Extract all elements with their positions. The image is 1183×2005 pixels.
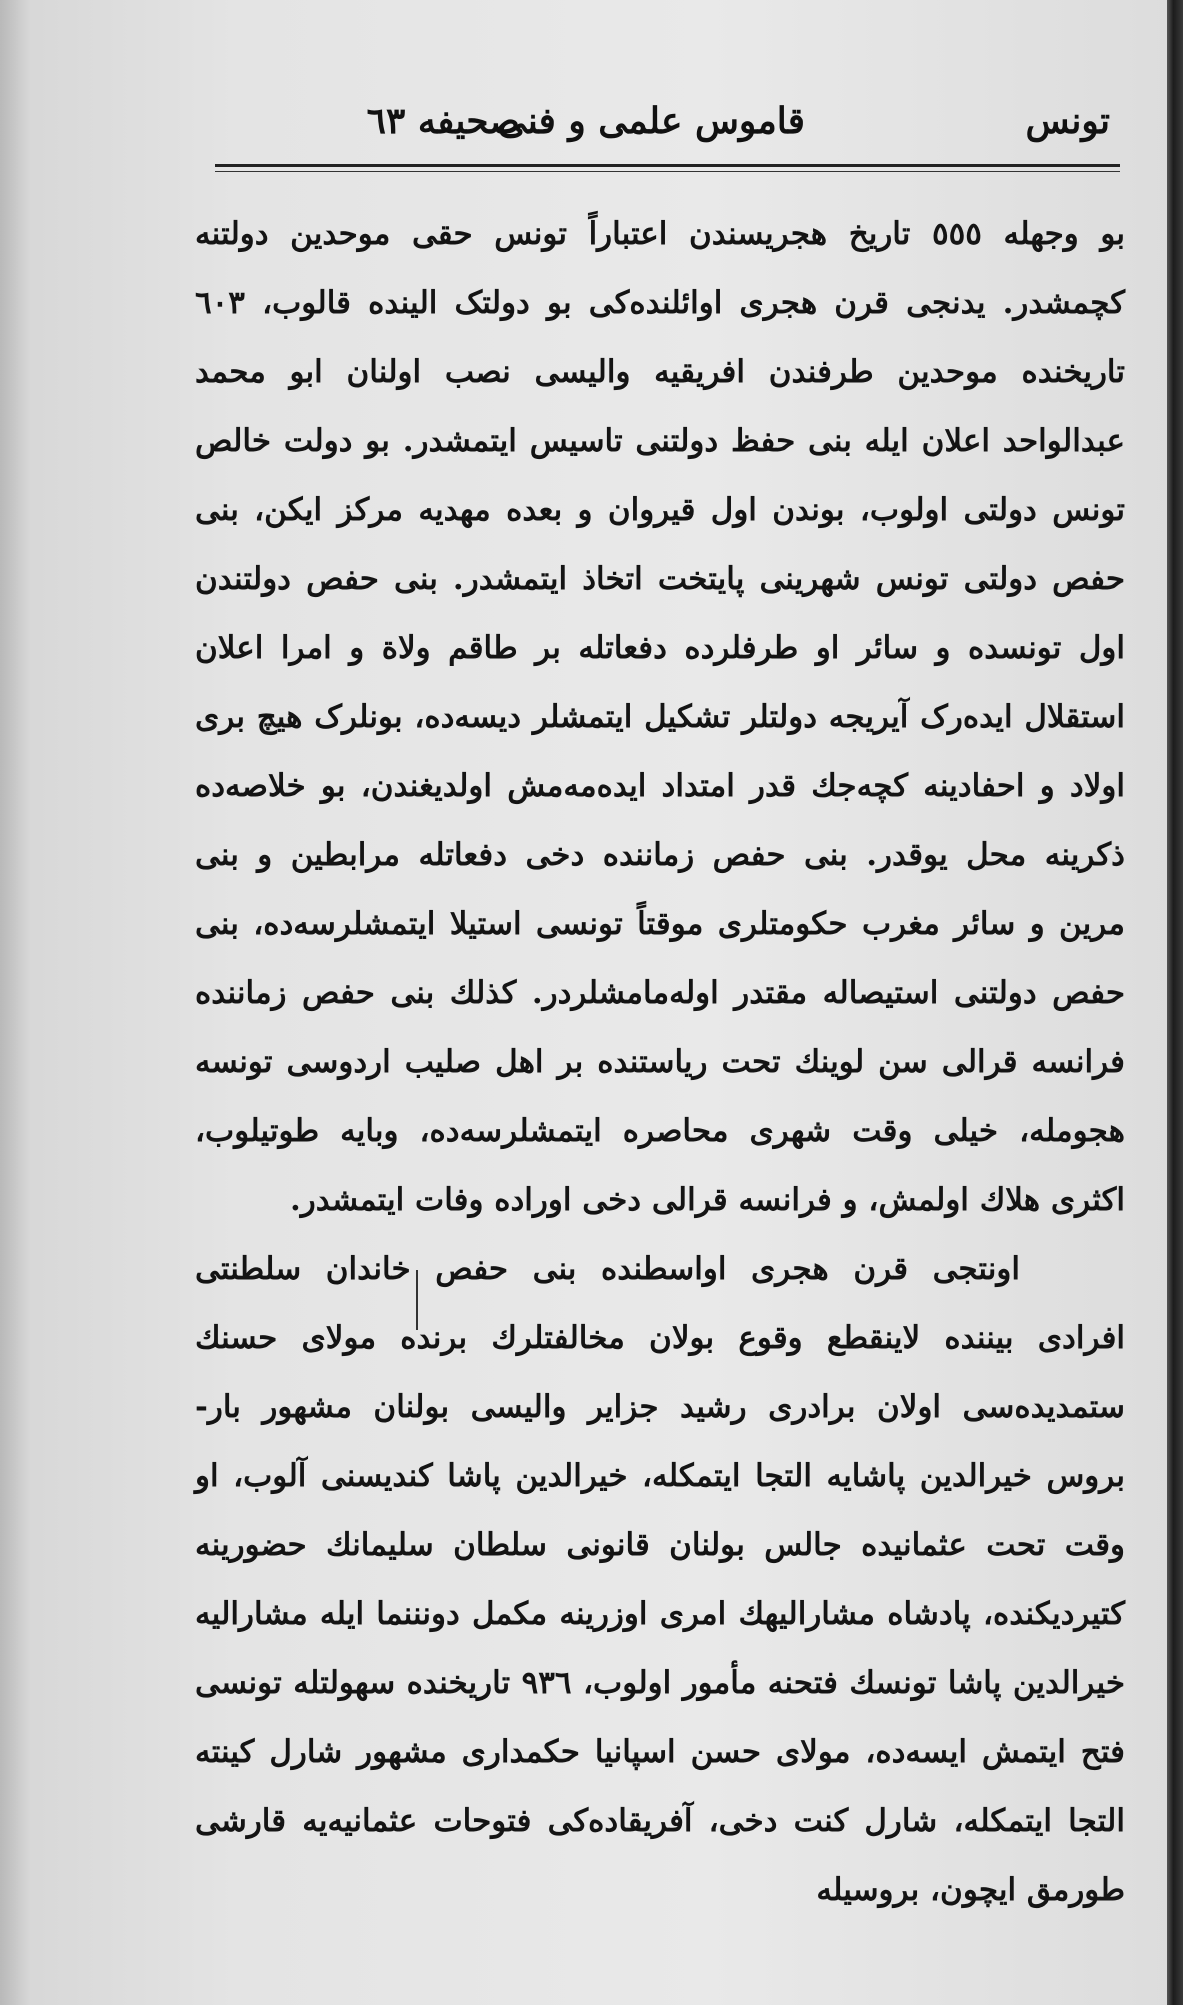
margin-mark bbox=[416, 1270, 418, 1330]
running-header bbox=[215, 100, 1120, 170]
article-body bbox=[195, 200, 1125, 1925]
paragraph-1: بو وجهله ٥٥٥ تاریخ هجریسندن اعتباراً تونس حقی موحدین دولتنه کچمشدر. یدنجی قرن هجری اوائلنده‌کی بو دولتک الینده قالوب، ٦٠٣ تاریخنده موحدین طرفندن افریقیه والیسی نصب اولنان ابو محمد عبدالواحد اعلان ایله بنی حفظ دولتنی تاسیس ایتمشدر. بو دولت خالص تونس دولتی اولوب، بوندن اول قیروان و بعده مهدیه مرکز ایکن، بنی حفص دولتی تونس شهرینی پایتخت اتخاذ ایتمشدر. بنی حفص دولتندن اول تونسده و سائر او طرفلرده دفعاتله بر طاقم ولاة و امرا اعلان استقلال ایده‌رک آیریجه دولتلر تشکیل ایتمشلر دیسه‌ده، بونلرک هیچ بری اولاد و احفادینه کچه‌جك قدر امتداد ایده‌مه‌مش اولدیغندن، بو خلاصه‌ده ذکرینه محل یوقدر. بنی حفص زماننده دخی دفعاتله مرابطین و بنی مرین و سائر مغرب حکومتلری موقتاً تونسی استیلا ایتمشلرسه‌ده، بنی حفص دولتنی استیصاله مقتدر اوله‌مامشلردر. کذلك بنی حفص زماننده فرانسه قرالی سن لوینك تحت ریاستنده بر اهل صلیب اردوسی تونسه هجومله، خیلی وقت شهری محاصره ایتمشلرسه‌ده، وبایه طوتیلوب، اکثری هلاك اولمش، و فرانسه قرالی دخی اوراده وفات ایتمشدر. bbox=[195, 216, 1125, 1218]
header-rule-thin bbox=[215, 171, 1120, 172]
page-gutter-shadow bbox=[0, 0, 30, 2005]
header-rule bbox=[215, 164, 1120, 167]
page-edge bbox=[1167, 0, 1183, 2005]
header-page-number: صحیفه ٦٣ bbox=[366, 100, 520, 142]
header-headword: تونس bbox=[1025, 100, 1110, 142]
header-title: قاموس علمی و فنی bbox=[497, 100, 805, 142]
paragraph-2: اونتجی قرن هجری اواسطنده بنی حفص خاندان سلطنتی افرادی بیننده لاینقطع وقوع بولان مخالفتلرك برنده مولای حسنك ستمدیده‌سی اولان برادری رشید جزایر والیسی بولنان مشهور بار- بروس خیرالدین پاشایه التجا ایتمکله، خیرالدین پاشا کندیسنی آلوب، او وقت تحت عثمانیده جالس بولنان قانونی سلطان سلیمانك حضورینه کتیردیکنده، پادشاه مشارالیهك امری اوزرینه مکمل دونننما ایله مشارالیه خیرالدین پاشا تونسك فتحنه مأمور اولوب، ٩٣٦ تاریخنده سهولتله تونسی فتح ایتمش ایسه‌ده، مولای حسن اسپانیا حکمداری مشهور شارل کینته التجا ایتمکله، شارل کنت دخی، آفریقاده‌کی فتوحات عثمانیه‌یه قارشی طورمق ایچون، بروسیله bbox=[195, 1251, 1126, 1908]
